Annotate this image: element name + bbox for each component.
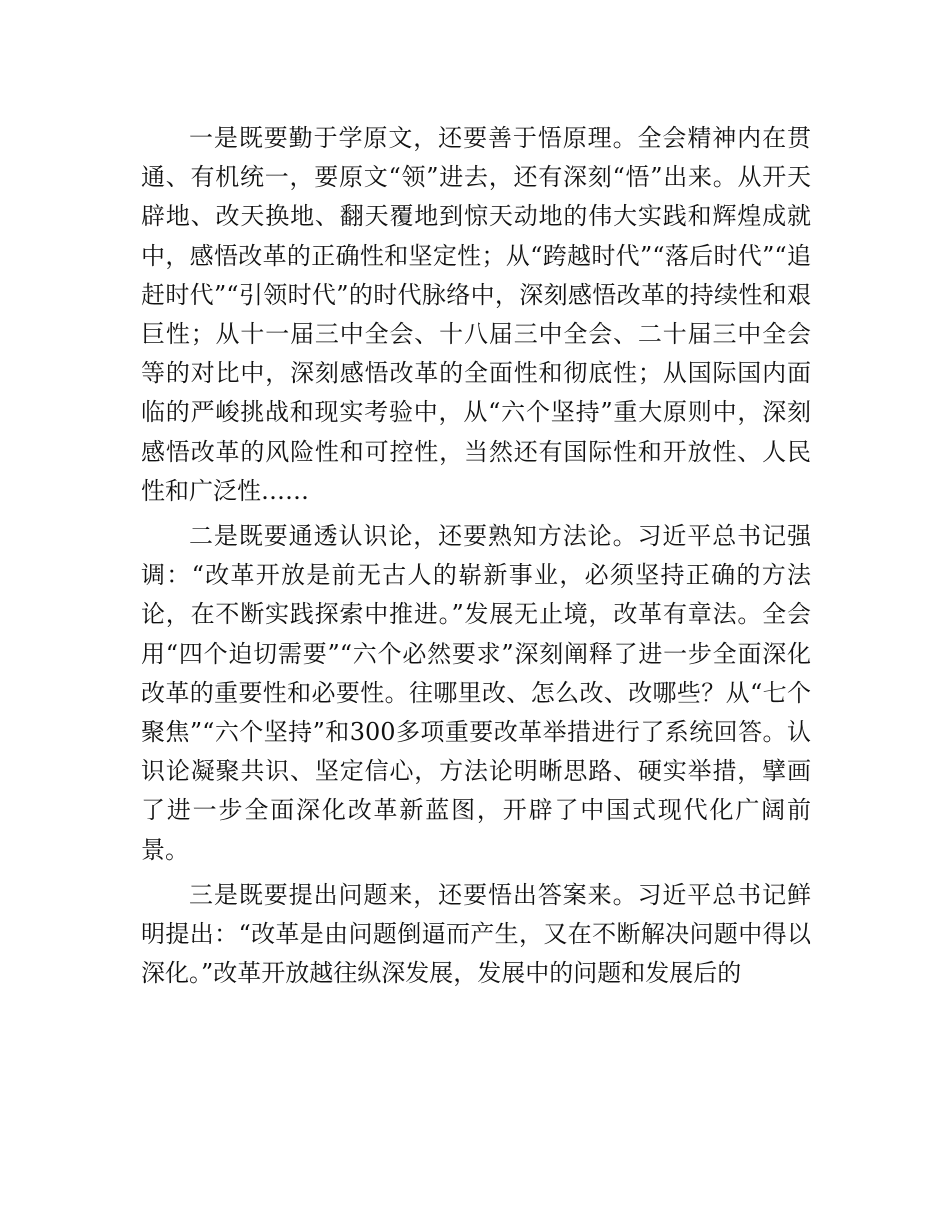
- paragraph-1: 一是既要勤于学原文，还要善于悟原理。全会精神内在贯通、有机统一，要原文“领”进去，还有深刻“悟”出来。从开天辟地、改天换地、翻天覆地到惊天动地的伟大实践和辉煌成就中，感悟改革的正确性和坚定性；从“跨越时代”“落后时代”“追赶时代”“引领时代”的时代脉络中，深刻感悟改革的持续性和艰巨性；从十一届三中全会、十八届三中全会、二十届三中全会等的对比中，深刻感悟改革的全面性和彻底性；从国际国内面临的严峻挑战和现实考验中，从“六个坚持”重大原则中，深刻感悟改革的风险性和可控性，当然还有国际性和开放性、人民性和广泛性……: [141, 124, 811, 505]
- paragraph-2: 二是既要通透认识论，还要熟知方法论。习近平总书记强调：“改革开放是前无古人的崭新事业，必须坚持正确的方法论，在不断实践探索中推进。”发展无止境，改革有章法。全会用“四个迫切需要”“六个必然要求”深刻阐释了进一步全面深化改革的重要性和必要性。往哪里改、怎么改、改哪些？从“七个聚焦”“六个坚持”和300多项重要改革举措进行了系统回答。认识论凝聚共识、坚定信心，方法论明晰思路、硬实举措，擘画了进一步全面深化改革新蓝图，开辟了中国式现代化广阔前景。: [141, 522, 811, 864]
- paragraph-3: 三是既要提出问题来，还要悟出答案来。习近平总书记鲜明提出：“改革是由问题倒逼而产生，又在不断解决问题中得以深化。”改革开放越往纵深发展，发展中的问题和发展后的: [141, 880, 811, 988]
- document-body: [141, 119, 811, 999]
